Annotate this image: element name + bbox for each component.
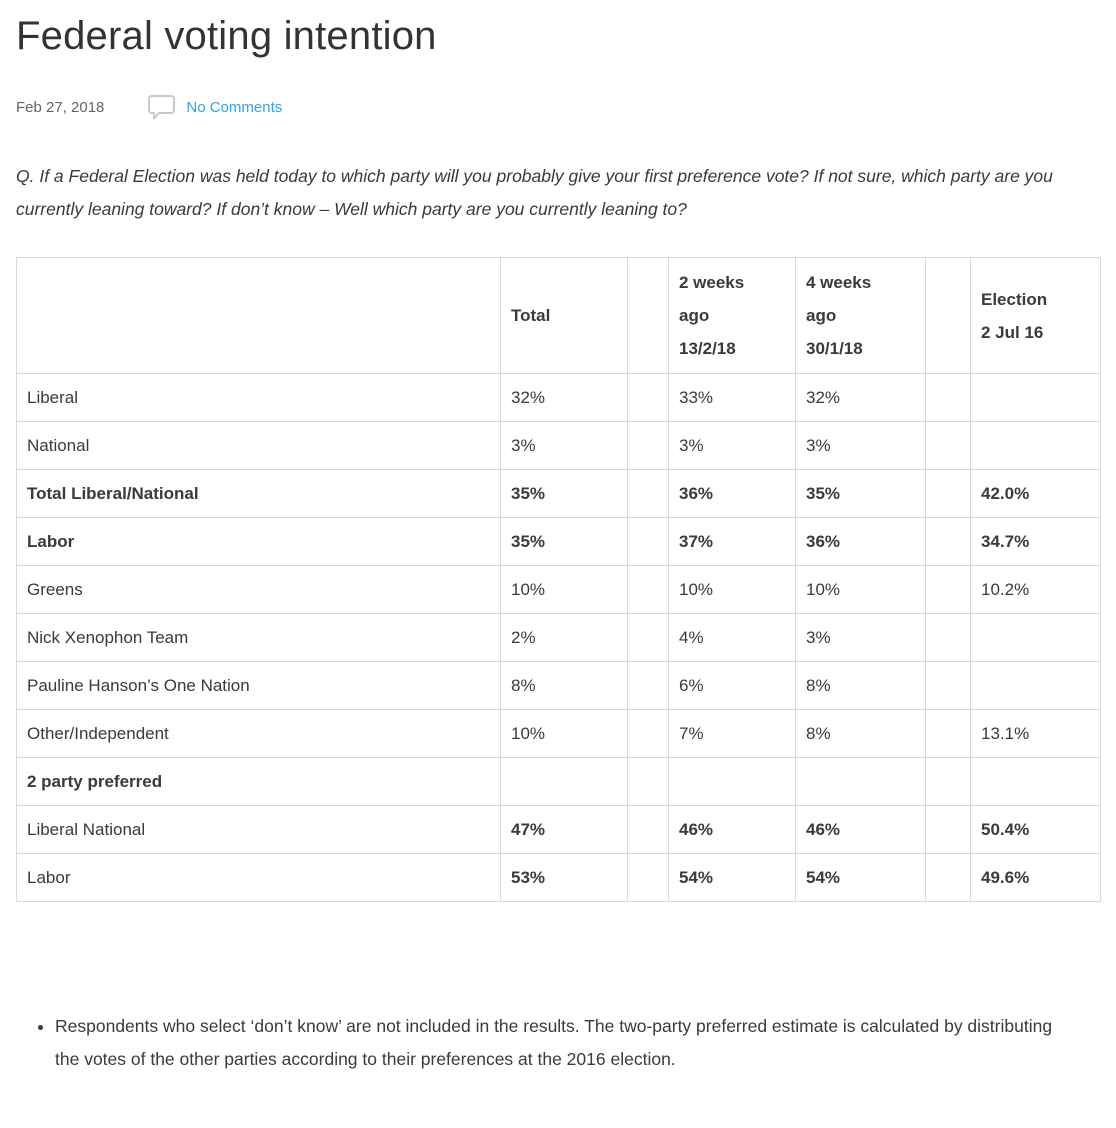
row-label: Liberal National xyxy=(17,806,501,854)
cell-election: 10.2% xyxy=(971,566,1101,614)
spacer-cell xyxy=(926,374,971,422)
note-item: • Respondents who select ‘don’t know’ are not included in the results. The two-party preferred estimate is calculated by distributing the votes of the other parties according to their preferences at the 2016 election. xyxy=(55,1010,1077,1076)
cell-total: 35% xyxy=(501,470,628,518)
cell-four-weeks: 10% xyxy=(796,566,926,614)
header-cell-total: Total xyxy=(501,258,628,374)
spacer-cell xyxy=(628,374,669,422)
cell-two-weeks: 7% xyxy=(669,710,796,758)
no-comments-link[interactable]: No Comments xyxy=(186,98,283,116)
header-cell-four-weeks: 4 weeks ago 30/1/18 xyxy=(796,258,926,374)
methodology-notes xyxy=(16,1010,1100,1076)
row-label: Pauline Hanson’s One Nation xyxy=(17,662,501,710)
cell-four-weeks: 3% xyxy=(796,422,926,470)
cell-election xyxy=(971,662,1101,710)
cell-election: 13.1% xyxy=(971,710,1101,758)
cell-total: 2% xyxy=(501,614,628,662)
header-cell-election: Election 2 Jul 16 xyxy=(971,258,1101,374)
table-row-2-party-preferred xyxy=(17,758,1101,806)
cell-election: 42.0% xyxy=(971,470,1101,518)
cell-four-weeks: 35% xyxy=(796,470,926,518)
cell-four-weeks: 36% xyxy=(796,518,926,566)
cell-two-weeks: 3% xyxy=(669,422,796,470)
cell-total: 47% xyxy=(501,806,628,854)
spacer-cell xyxy=(926,566,971,614)
spacer-cell xyxy=(926,422,971,470)
table-row-national xyxy=(17,422,1101,470)
cell-four-weeks: 8% xyxy=(796,662,926,710)
cell-two-weeks: 37% xyxy=(669,518,796,566)
table-row-labor xyxy=(17,518,1101,566)
header-row xyxy=(17,258,1101,374)
spacer-cell xyxy=(926,758,971,806)
spacer-cell xyxy=(926,662,971,710)
row-label: National xyxy=(17,422,501,470)
cell-election xyxy=(971,758,1101,806)
cell-two-weeks: 46% xyxy=(669,806,796,854)
spacer-cell xyxy=(628,710,669,758)
header-cell-two-weeks: 2 weeks ago 13/2/18 xyxy=(669,258,796,374)
spacer-cell xyxy=(926,614,971,662)
post-date: Feb 27, 2018 xyxy=(16,98,105,116)
cell-two-weeks: 36% xyxy=(669,470,796,518)
spacer-cell xyxy=(926,470,971,518)
cell-four-weeks: 3% xyxy=(796,614,926,662)
spacer-cell xyxy=(926,518,971,566)
cell-election xyxy=(971,422,1101,470)
cell-total: 10% xyxy=(501,566,628,614)
row-label: Other/Independent xyxy=(17,710,501,758)
table-row-one-nation xyxy=(17,662,1101,710)
post-meta xyxy=(16,92,1100,122)
header-cell-spacer xyxy=(628,258,669,374)
cell-total: 35% xyxy=(501,518,628,566)
cell-total: 3% xyxy=(501,422,628,470)
table-row-2pp-liberal-national xyxy=(17,806,1101,854)
spacer-cell xyxy=(628,806,669,854)
cell-two-weeks: 4% xyxy=(669,614,796,662)
cell-election xyxy=(971,374,1101,422)
spacer-cell xyxy=(926,806,971,854)
cell-two-weeks: 10% xyxy=(669,566,796,614)
survey-question: Q. If a Federal Election was held today to which party will you probably give your first preference vote? If not sure, which party are you currently leaning toward? If don’t know – Well which party are you currently leaning to? xyxy=(16,166,1053,219)
cell-four-weeks: 46% xyxy=(796,806,926,854)
cell-election: 34.7% xyxy=(971,518,1101,566)
row-label: Nick Xenophon Team xyxy=(17,614,501,662)
page-title: Federal voting intention xyxy=(16,14,437,58)
row-label: Labor xyxy=(17,854,501,902)
spacer-cell xyxy=(628,422,669,470)
cell-election xyxy=(971,614,1101,662)
cell-four-weeks: 54% xyxy=(796,854,926,902)
row-label: 2 party preferred xyxy=(17,758,501,806)
cell-four-weeks: 32% xyxy=(796,374,926,422)
table-row-total-liberal-national xyxy=(17,470,1101,518)
cell-two-weeks: 33% xyxy=(669,374,796,422)
spacer-cell xyxy=(628,854,669,902)
table-row-nick-xenophon-team xyxy=(17,614,1101,662)
cell-total xyxy=(501,758,628,806)
row-label: Greens xyxy=(17,566,501,614)
cell-total: 53% xyxy=(501,854,628,902)
spacer-cell xyxy=(628,518,669,566)
table-row-other-independent xyxy=(17,710,1101,758)
cell-total: 8% xyxy=(501,662,628,710)
cell-total: 10% xyxy=(501,710,628,758)
header-cell-spacer xyxy=(926,258,971,374)
spacer-cell xyxy=(628,566,669,614)
row-label: Labor xyxy=(17,518,501,566)
table-header xyxy=(17,258,1101,374)
spacer-cell xyxy=(628,662,669,710)
table-row-greens xyxy=(17,566,1101,614)
table-row-liberal xyxy=(17,374,1101,422)
row-label: Total Liberal/National xyxy=(17,470,501,518)
cell-four-weeks: 8% xyxy=(796,710,926,758)
cell-total: 32% xyxy=(501,374,628,422)
spacer-cell xyxy=(628,614,669,662)
voting-intention-table xyxy=(16,257,1101,902)
row-label: Liberal xyxy=(17,374,501,422)
cell-two-weeks xyxy=(669,758,796,806)
spacer-cell xyxy=(926,710,971,758)
cell-two-weeks: 6% xyxy=(669,662,796,710)
cell-election: 50.4% xyxy=(971,806,1101,854)
cell-four-weeks xyxy=(796,758,926,806)
header-cell-empty xyxy=(17,258,501,374)
table-body xyxy=(17,374,1101,902)
table-row-2pp-labor xyxy=(17,854,1101,902)
cell-two-weeks: 54% xyxy=(669,854,796,902)
spacer-cell xyxy=(628,470,669,518)
spacer-cell xyxy=(926,854,971,902)
comment-bubble-icon xyxy=(148,94,176,120)
spacer-cell xyxy=(628,758,669,806)
cell-election: 49.6% xyxy=(971,854,1101,902)
